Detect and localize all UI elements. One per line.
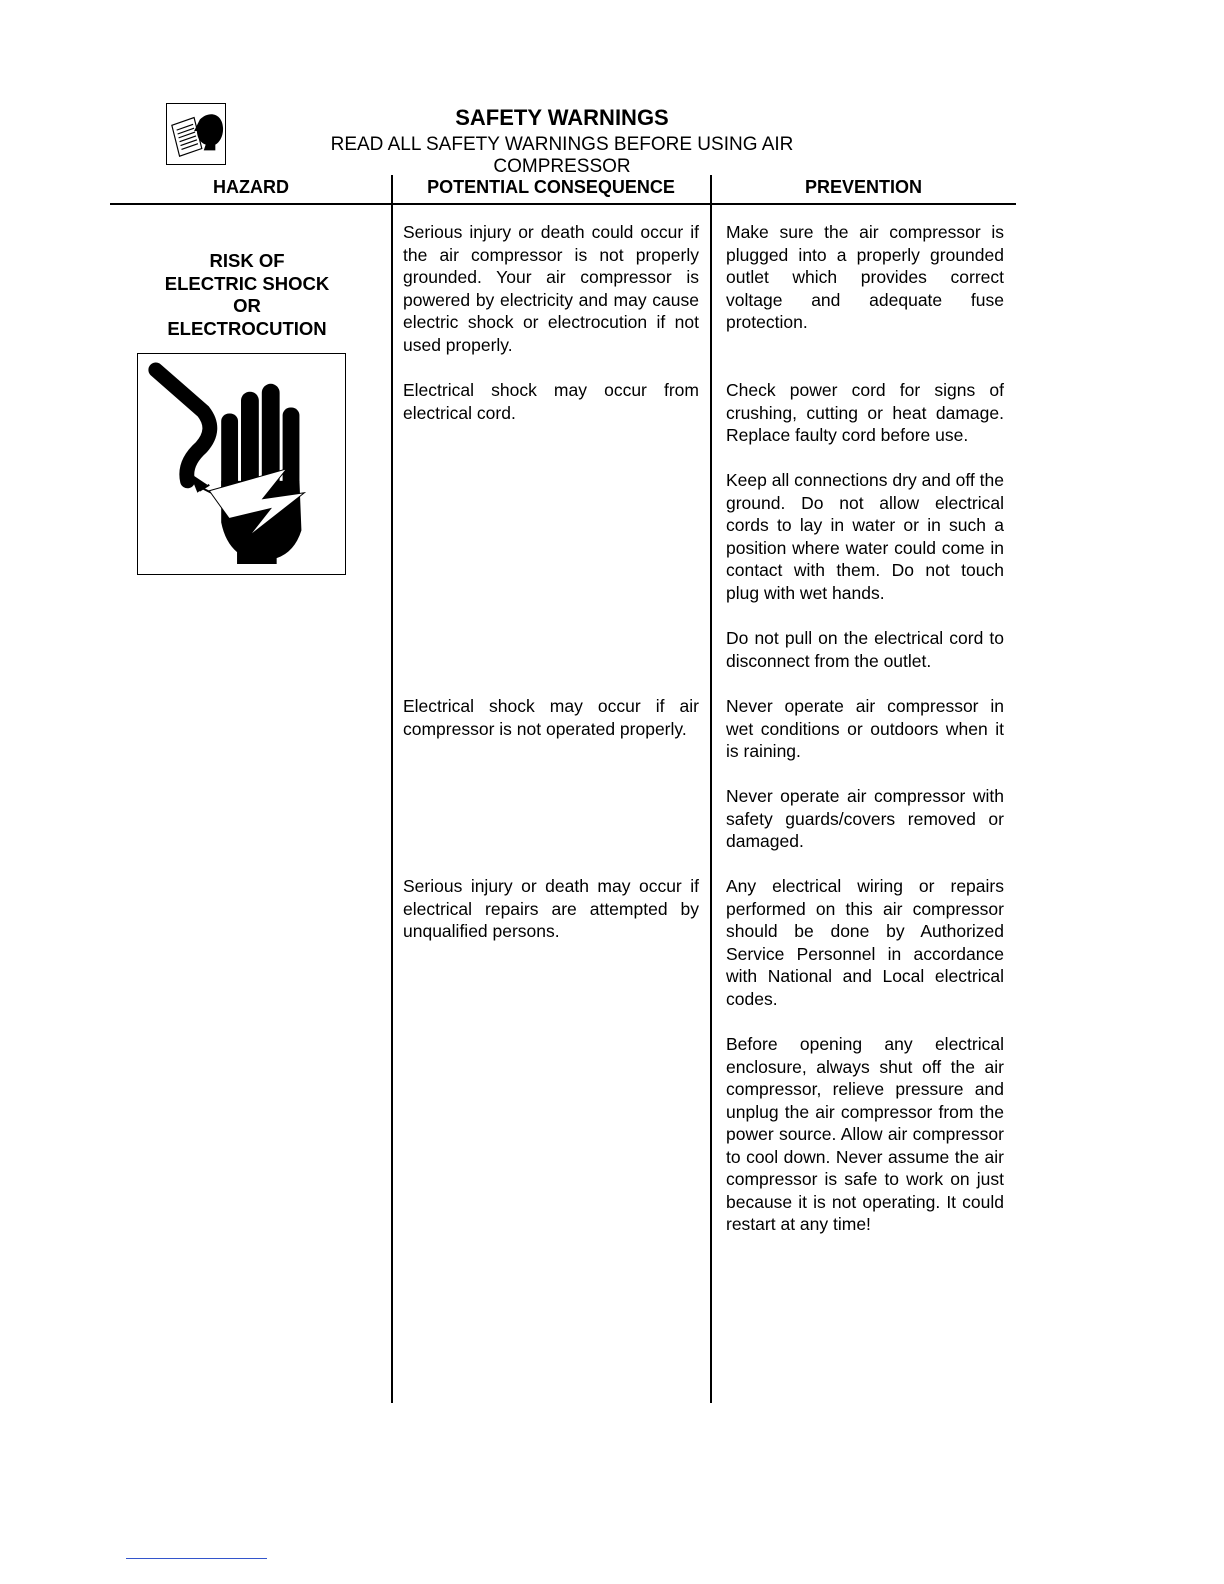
page-title: SAFETY WARNINGS	[455, 105, 669, 130]
hazard-line: ELECTRIC SHOCK	[164, 272, 330, 294]
prevention-text: Before opening any electrical enclosure, always shut off the air compressor, relieve pressure and unplug the air compressor from the power source. Allow air compressor to cool down. Never assume the air compressor is safe to work on just because it is not operating. It could restart at any time!	[726, 1034, 1004, 1234]
page-subtitle: READ ALL SAFETY WARNINGS BEFORE USING AIR COMPRESSOR	[330, 134, 794, 177]
prevention-text: Never operate air compressor with safety guards/covers removed or damaged.	[726, 786, 1004, 851]
column-header-prevention: PREVENTION	[804, 177, 923, 197]
footer-link-underline	[126, 1558, 267, 1559]
prevention-text: Make sure the air compressor is plugged into a properly grounded outlet which provides correct voltage and adequate fuse protection.	[726, 222, 1004, 332]
consequence-text: Electrical shock may occur from electrical cord.	[403, 380, 699, 423]
column-header-hazard: HAZARD	[213, 177, 289, 197]
prevention-text: Never operate air compressor in wet conditions or outdoors when it is raining.	[726, 696, 1004, 761]
column-header-consequence: POTENTIAL CONSEQUENCE	[427, 177, 675, 197]
hazard-line: ELECTROCUTION	[167, 317, 327, 339]
read-manual-icon	[166, 103, 226, 165]
hazard-line: RISK OF	[209, 250, 285, 271]
prevention-text: Keep all connections dry and off the ground. Do not allow electrical cords to lay in water or in such a position where water could come in contact with them. Do not touch plug with wet hands.	[726, 470, 1004, 603]
prevention-text: Do not pull on the electrical cord to disconnect from the outlet.	[726, 628, 1004, 671]
hazard-title	[110, 250, 384, 340]
column-divider-2	[710, 175, 712, 1403]
consequence-text: Serious injury or death may occur if electrical repairs are attempted by unqualified persons.	[403, 876, 699, 941]
prevention-text: Any electrical wiring or repairs performed on this air compressor should be done by Authorized Service Personnel in accordance with National and Local electrical codes.	[726, 876, 1004, 1009]
hazard-line: OR	[233, 295, 261, 316]
header-divider	[110, 203, 1016, 205]
prevention-text: Check power cord for signs of crushing, cutting or heat damage. Replace faulty cord before use.	[726, 380, 1004, 445]
column-divider-1	[391, 175, 393, 1403]
consequence-text: Serious injury or death could occur if the air compressor is not properly grounded. Your air compressor is powered by electricity and may cause electric shock or electrocution if not used properly.	[403, 222, 699, 355]
consequence-text: Electrical shock may occur if air compressor is not operated properly.	[403, 696, 699, 739]
electric-shock-icon	[137, 353, 346, 575]
